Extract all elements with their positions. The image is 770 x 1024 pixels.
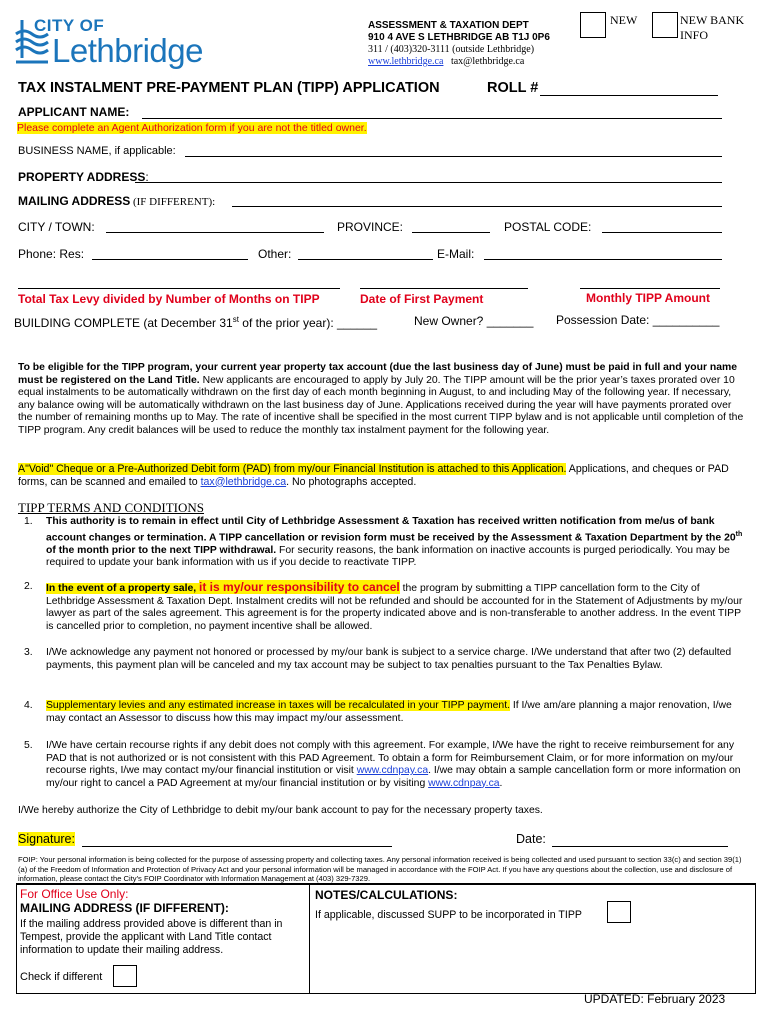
authorize-statement: I/We hereby authorize the City of Lethbridge to debit my/our bank account to pay for the necessary property taxes.: [18, 805, 543, 816]
term-2-highlight-a: In the event of a property sale,: [46, 583, 200, 594]
check-if-different-label: Check if different: [20, 971, 103, 983]
page-title: TAX INSTALMENT PRE-PAYMENT PLAN (TIPP) APPLICATION: [18, 80, 440, 96]
term-2-number: 2.: [24, 581, 33, 592]
new-bank-info-checkbox[interactable]: [652, 12, 678, 38]
term-2-highlight-red: it is my/our responsibility to cancel: [199, 580, 400, 594]
term-3-number: 3.: [24, 647, 33, 658]
roll-label: ROLL #: [487, 80, 539, 96]
postal-code-field[interactable]: [602, 219, 722, 233]
cdnpay-link-2[interactable]: www.cdnpay.ca: [428, 777, 500, 789]
phone-other-field[interactable]: [298, 246, 433, 260]
dept-phone: 311 / (403)320-3111 (outside Lethbridge): [368, 44, 535, 55]
void-cheque-paragraph: [18, 463, 746, 488]
dept-website-link[interactable]: www.lethbridge.ca: [368, 56, 444, 67]
office-use-label: For Office Use Only:: [20, 887, 129, 901]
building-complete-sup: st: [232, 315, 239, 324]
void-cheque-rest-a: Applications, and cheques or PAD forms, can be scanned and emailed to: [18, 463, 729, 488]
terms-heading: TIPP TERMS AND CONDITIONS: [18, 500, 204, 515]
term-1-bold-a: This authority is to remain in effect until City of Lethbridge Assessment & Taxation has received written notification from me/us of bank account changes or termination. A TIPP cancellation or revision form must be received by the Assessment & Taxation Department by the 20: [46, 516, 736, 544]
monthly-tipp-field[interactable]: [580, 276, 720, 289]
term-1-number: 1.: [24, 516, 33, 527]
new-bank-label-line2: INFO: [680, 28, 709, 42]
property-address-text: PROPERTY ADDRESS: [18, 170, 146, 184]
total-levy-label: Total Tax Levy divided by Number of Months on TIPP: [18, 292, 320, 306]
building-complete-text-a: BUILDING COMPLETE (at December 31: [14, 316, 233, 330]
business-name-field[interactable]: [185, 144, 722, 157]
term-5-text-b: . I/we may obtain a sample cancellation form or more information on my/our right to cancel a PAD Agreement at my/our financial institution or by visiting: [46, 765, 741, 789]
office-use-table: [16, 883, 756, 994]
signature-label: Signature:: [18, 832, 75, 846]
mailing-address-label: [18, 194, 215, 208]
supp-text: If applicable, discussed SUPP to be incorporated in TIPP: [315, 909, 582, 921]
updated-date: UPDATED: February 2023: [584, 992, 726, 1006]
term-2-rest: the program by submitting a TIPP cancellation form to the City of Lethbridge Assessment & Taxation Dept. Instalment credits will not be refunded and should be accounted for in the Statement of Adjustments by my/our lawyer as part of the sales agreement. This agreement is for the property indicated above and is non-transferable to another address. In the event TIPP is cancelled prior to completion, no payment incentive shall be allowed.: [46, 583, 743, 632]
agent-authorization-note: Please complete an Agent Authorization form if you are not the titled owner.: [17, 122, 367, 134]
date-field[interactable]: [552, 832, 728, 847]
first-payment-date-field[interactable]: [360, 276, 528, 289]
property-address-label: [18, 170, 149, 184]
dept-name: ASSESSMENT & TAXATION DEPT: [368, 20, 529, 31]
province-label: PROVINCE:: [337, 220, 404, 234]
business-name-label: BUSINESS NAME, if applicable:: [18, 145, 176, 157]
new-checkbox-label: NEW: [610, 13, 638, 27]
mailing-if-different-text: (IF DIFFERENT):: [130, 196, 216, 208]
new-bank-info-label: [680, 13, 744, 43]
term-2: [24, 581, 748, 633]
applicant-name-field[interactable]: [142, 105, 722, 119]
term-4: [24, 700, 748, 725]
roll-number-field[interactable]: [540, 80, 718, 96]
phone-other-label: Other:: [258, 247, 292, 261]
possession-date-label: Possession Date: __________: [556, 313, 720, 327]
foip-notice: FOIP: Your personal information is being collected for the purpose of assessing property and collecting taxes. Any personal information received is being collected and used pursuant to section 33(c) and section 39(1)(a) of the Freedom of Information and Protection of Privacy Act and your personal information will be managed in accordance with the FOIP Act. If you have any questions about the collection, use and disclosure of information, please contact the City's FOIP Coordinator with Information Management at (403) 329-7329.: [18, 855, 742, 884]
email-label: E-Mail:: [437, 247, 475, 261]
eligibility-rest-text: New applicants are encouraged to apply by July 20. The TIPP amount will be the prior year’s taxes prorated over 10 equal instalments to be automatically withdrawn on the first day of each month beginning in August, to and including May of the following year. If necessary, any balance owing will be automatically withdrawn on the last business day of June. Applications received during the year will have payments prorated over the number of remaining months up to May. The rate of incentive shall be specified in the most current TIPP bylaw and is not applicable until completion of the TIPP program. Any credit balances will be used to reduce the monthly tax instalment payment for the following year.: [18, 374, 744, 436]
term-4-rest: If I/we am/are planning a major renovation, I/we may contact an Assessor to discuss how this may impact my/our assessment.: [46, 700, 732, 724]
property-address-colon: :: [145, 170, 149, 184]
date-label: Date:: [516, 832, 546, 846]
supp-checkbox[interactable]: [607, 901, 631, 923]
phone-res-label: Phone: Res:: [18, 247, 85, 261]
logo-name-text: Lethbridge: [52, 32, 203, 69]
eligibility-bold-text: To be eligible for the TIPP program, your current year property tax account (due the last business day of June) must be paid in full and your name must be registered on the Land Title.: [18, 362, 738, 386]
cdnpay-link-1[interactable]: www.cdnpay.ca: [356, 765, 429, 777]
term-1-bold-b: of the month prior to the next TIPP withdrawal.: [46, 544, 277, 556]
postal-code-label: POSTAL CODE:: [504, 220, 592, 234]
term-1-sup: th: [735, 530, 743, 538]
term-5: [24, 740, 748, 790]
office-mailing-text: If the mailing address provided above is different than in Tempest, provide the applicant with Land Title contact information to update their mailing address.: [20, 918, 283, 956]
term-1-rest: For security reasons, the bank information on inactive accounts is purged periodically. You may be required to update your bank information with us if you decide to reactivate TIPP.: [46, 544, 730, 569]
term-5-number: 5.: [24, 740, 33, 751]
void-cheque-rest-b: . No photographs accepted.: [286, 475, 417, 488]
term-5-text-a: I/We have certain recourse rights if any debit does not comply with this agreement. For example, I/We have the right to receive reimbursement for any PAD that is not authorized or is not consistent with this PAD Agreement. To obtain a form for Reimbursement Claim, or for more information on my/our recourse rights, I/we may contact my/our financial institution or visit: [46, 740, 735, 777]
office-mailing-title: MAILING ADDRESS (IF DIFFERENT):: [20, 901, 229, 915]
building-complete-label: [14, 315, 377, 330]
total-levy-field[interactable]: [18, 276, 340, 289]
first-payment-date-label: Date of First Payment: [360, 292, 484, 306]
department-info: [368, 20, 598, 68]
applicant-name-label: APPLICANT NAME:: [18, 105, 130, 119]
notes-calculations-title: NOTES/CALCULATIONS:: [315, 888, 458, 902]
mailing-address-field[interactable]: [232, 193, 722, 207]
phone-res-field[interactable]: [92, 246, 248, 260]
dept-address: 910 4 AVE S LETHBRIDGE AB T1J 0P6: [368, 32, 550, 43]
term-1: [24, 516, 748, 570]
city-logo: [14, 14, 229, 72]
city-town-field[interactable]: [106, 219, 324, 233]
tax-email-link[interactable]: tax@lethbridge.ca: [200, 475, 287, 488]
term-5-text-c: .: [499, 777, 503, 789]
dept-contact-line: [368, 56, 598, 68]
signature-field[interactable]: [82, 832, 392, 847]
building-complete-text-b: of the prior year): ______: [238, 316, 378, 330]
check-if-different-checkbox[interactable]: [113, 965, 137, 987]
mailing-address-text: MAILING ADDRESS: [18, 194, 131, 208]
province-field[interactable]: [412, 219, 490, 233]
email-field[interactable]: [484, 246, 722, 260]
term-3-text: I/We acknowledge any payment not honored or processed by my/our bank is subject to a service charge. I/We understand that after two (2) defaulted payments, this payment plan will be canceled and my tax account may be subject to tax penalties pursuant to the Tax Penalties Bylaw.: [46, 647, 732, 671]
city-town-label: CITY / TOWN:: [18, 220, 95, 234]
new-bank-label-line1: NEW BANK: [680, 13, 745, 27]
office-use-divider: [309, 885, 310, 993]
monthly-tipp-label: Monthly TIPP Amount: [586, 291, 710, 305]
property-address-field[interactable]: [135, 169, 722, 183]
term-3: [24, 647, 748, 672]
dept-email: tax@lethbridge.ca: [450, 56, 525, 67]
void-cheque-highlight: A"Void" Cheque or a Pre-Authorized Debit form (PAD) from my/our Financial Institution is attached to this Application.: [18, 463, 567, 475]
new-owner-label: New Owner? _______: [414, 314, 534, 328]
term-4-number: 4.: [24, 700, 33, 711]
logo-city-text: CITY OF: [34, 16, 105, 35]
new-checkbox[interactable]: [580, 12, 606, 38]
eligibility-paragraph: [18, 362, 746, 438]
term-4-highlight: Supplementary levies and any estimated increase in taxes will be recalculated in your TIPP payment.: [46, 700, 510, 711]
